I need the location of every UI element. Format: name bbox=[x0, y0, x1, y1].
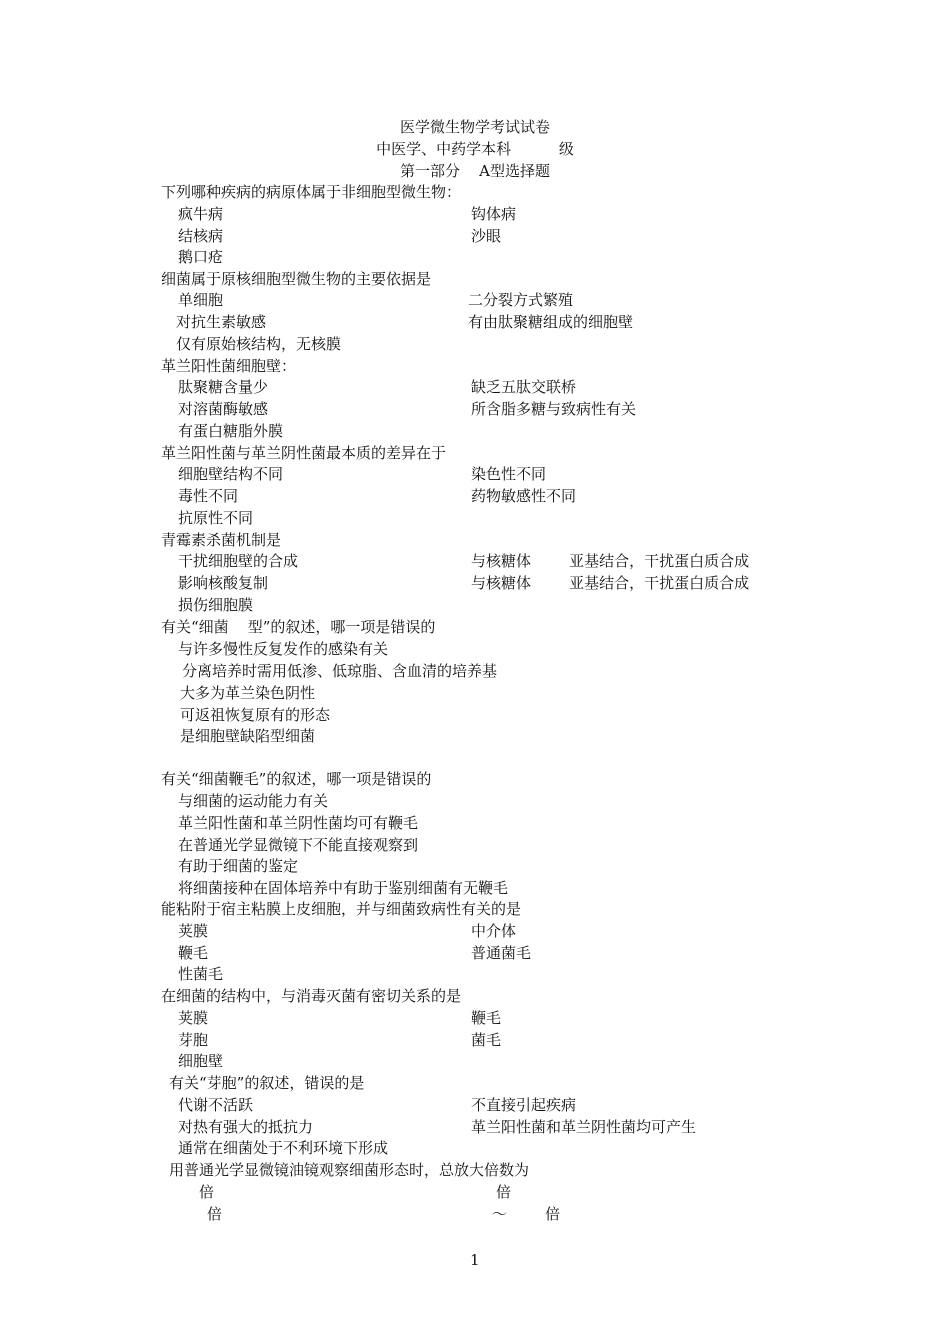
option-a: 细胞壁结构不同 bbox=[178, 465, 284, 483]
option-c: 影响核酸复制 bbox=[178, 574, 269, 592]
option-b: 缺乏五肽交联桥 bbox=[471, 378, 577, 396]
option-b: 倍 bbox=[496, 1183, 512, 1201]
option-e: 有蛋白糖脂外膜 bbox=[178, 422, 284, 440]
question-stem: 有关“芽胞”的叙述，错误的是 bbox=[169, 1074, 365, 1092]
question-stem: 细菌属于原核细胞型微生物的主要依据是 bbox=[161, 270, 432, 288]
option-b: 鞭毛 bbox=[471, 1009, 502, 1027]
option-c: 对溶菌酶敏感 bbox=[178, 400, 269, 418]
option-d: ～ 倍 bbox=[492, 1205, 561, 1223]
option-c: 在普通光学显微镜下不能直接观察到 bbox=[178, 836, 419, 854]
section-heading: 第一部分 A型选择题 bbox=[400, 162, 550, 180]
option-e: 通常在细菌处于不利环境下形成 bbox=[178, 1139, 389, 1157]
question-stem: 有关“细菌鞭毛”的叙述，哪一项是错误的 bbox=[161, 770, 432, 788]
option-b: 钩体病 bbox=[471, 205, 517, 223]
option-e: 损伤细胞膜 bbox=[178, 596, 254, 614]
option-b: 革兰阳性菌和革兰阴性菌均可有鞭毛 bbox=[178, 814, 419, 832]
option-d: 药物敏感性不同 bbox=[471, 487, 577, 505]
option-c: 毒性不同 bbox=[178, 487, 239, 505]
option-c: 芽胞 bbox=[178, 1031, 209, 1049]
option-e: 细胞壁 bbox=[178, 1052, 224, 1070]
option-d: 可返祖恢复原有的形态 bbox=[180, 706, 331, 724]
question-stem: 革兰阳性菌细胞壁： bbox=[161, 357, 297, 375]
option-d: 有由肽聚糖组成的细胞壁 bbox=[468, 313, 634, 331]
option-c: 大多为革兰染色阴性 bbox=[180, 684, 316, 702]
option-d: 与核糖体 亚基结合，干扰蛋白质合成 bbox=[471, 574, 750, 592]
option-e: 是细胞壁缺陷型细菌 bbox=[180, 727, 316, 745]
question-stem: 青霉素杀菌机制是 bbox=[161, 531, 282, 549]
option-a: 肽聚糖含量少 bbox=[178, 378, 269, 396]
option-a: 代谢不活跃 bbox=[178, 1096, 254, 1114]
option-a: 与许多慢性反复发作的感染有关 bbox=[178, 640, 389, 658]
option-b: 与核糖体 亚基结合，干扰蛋白质合成 bbox=[471, 552, 750, 570]
option-d: 有助于细菌的鉴定 bbox=[178, 857, 299, 875]
option-e: 仅有原始核结构，无核膜 bbox=[176, 335, 342, 353]
option-b: 中介体 bbox=[471, 922, 517, 940]
option-d: 菌毛 bbox=[471, 1031, 502, 1049]
question-stem: 革兰阳性菌与革兰阴性菌最本质的差异在于 bbox=[161, 444, 447, 462]
option-a: 荚膜 bbox=[178, 922, 209, 940]
question-stem: 在细菌的结构中，与消毒灭菌有密切关系的是 bbox=[161, 987, 462, 1005]
question-stem: 有关“细菌 型”的叙述，哪一项是错误的 bbox=[161, 618, 436, 636]
question-stem: 下列哪种疾病的病原体属于非细胞型微生物： bbox=[161, 183, 462, 201]
option-c: 鞭毛 bbox=[178, 944, 209, 962]
option-b: 二分裂方式繁殖 bbox=[468, 291, 574, 309]
option-d: 所含脂多糖与致病性有关 bbox=[471, 400, 637, 418]
option-a: 荚膜 bbox=[178, 1009, 209, 1027]
option-a: 与细菌的运动能力有关 bbox=[178, 792, 329, 810]
option-d: 革兰阳性菌和革兰阴性菌均可产生 bbox=[471, 1118, 697, 1136]
question-stem: 用普通光学显微镜油镜观察细菌形态时，总放大倍数为 bbox=[169, 1161, 530, 1179]
option-a: 倍 bbox=[199, 1183, 215, 1201]
option-e: 性菌毛 bbox=[178, 965, 224, 983]
option-c: 倍 bbox=[207, 1205, 223, 1223]
option-b: 不直接引起疾病 bbox=[471, 1096, 577, 1114]
option-d: 沙眼 bbox=[471, 227, 502, 245]
option-a: 干扰细胞壁的合成 bbox=[178, 552, 299, 570]
option-d: 普通菌毛 bbox=[471, 944, 532, 962]
option-a: 疯牛病 bbox=[178, 205, 224, 223]
option-c: 对抗生素敏感 bbox=[176, 313, 267, 331]
option-b: 染色性不同 bbox=[471, 465, 547, 483]
option-e: 抗原性不同 bbox=[178, 509, 254, 527]
page-number: 1 bbox=[470, 1251, 480, 1269]
option-c: 结核病 bbox=[178, 227, 224, 245]
exam-title: 医学微生物学考试试卷 bbox=[399, 118, 550, 136]
option-e: 鹅口疮 bbox=[178, 248, 224, 266]
option-c: 对热有强大的抵抗力 bbox=[178, 1118, 314, 1136]
option-e: 将细菌接种在固体培养中有助于鉴别细菌有无鞭毛 bbox=[178, 879, 509, 897]
option-a: 单细胞 bbox=[178, 291, 224, 309]
question-stem: 能粘附于宿主粘膜上皮细胞，并与细菌致病性有关的是 bbox=[161, 900, 522, 918]
exam-subtitle: 中医学、中药学本科 级 bbox=[376, 140, 574, 158]
option-b: 分离培养时需用低渗、低琼脂、含血清的培养基 bbox=[182, 662, 498, 680]
